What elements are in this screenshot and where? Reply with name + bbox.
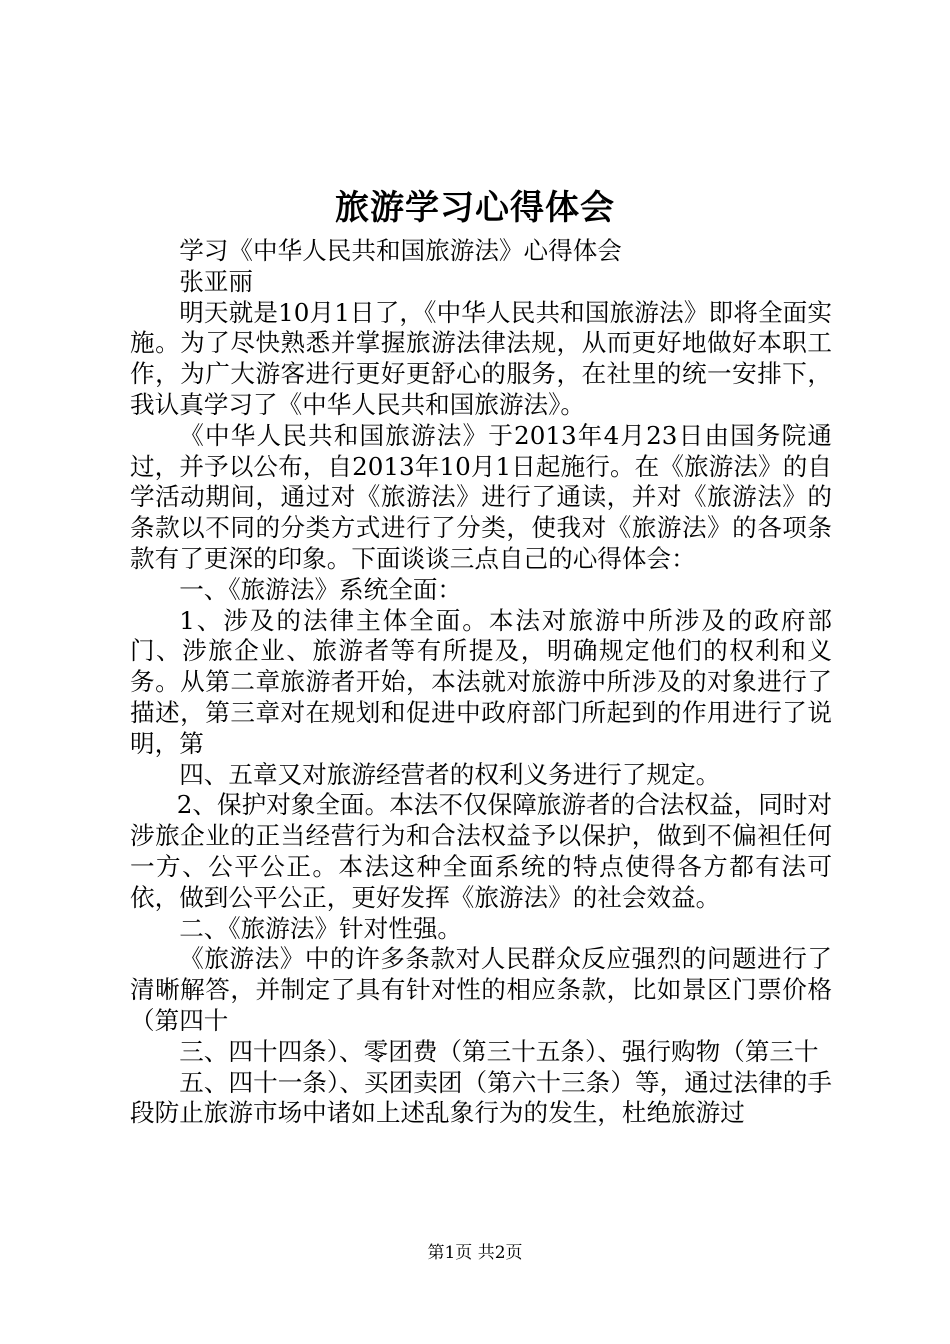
paragraph: 《中华人民共和国旅游法》于2013年4月23日由国务院通过，并予以公布，自2013年10月1日起施行。在《旅游法》的自学活动期间，通过对《旅游法》进行了通读，并对《旅游法》的条款以不同的分类方式进行了分类，使我对《旅游法》的各项条款有了更深的印象。下面谈谈三点自己的心得体会：	[130, 420, 832, 573]
paragraph: 1、涉及的法律主体全面。本法对旅游中所涉及的政府部门、涉旅企业、旅游者等有所提及，明确规定他们的权利和义务。从第二章旅游者开始，本法就对旅游中所涉及的对象进行了描述，第三章对在规划和促进中政府部门所起到的作用进行了说明，第	[130, 605, 832, 758]
paragraph: 《旅游法》中的许多条款对人民群众反应强烈的问题进行了清晰解答，并制定了具有针对性的相应条款，比如景区门票价格（第四十	[130, 944, 832, 1035]
paragraph: 明天就是10月1日了，《中华人民共和国旅游法》即将全面实施。为了尽快熟悉并掌握旅游法律法规，从而更好地做好本职工作，为广大游客进行更好更舒心的服务，在社里的统一安排下，我认真学习了《中华人民共和国旅游法》。	[130, 297, 832, 419]
page-footer: 第1页 共2页	[427, 1243, 523, 1263]
author: 张亚丽	[179, 266, 253, 296]
paragraph: 三、四十四条）、零团费（第三十五条）、强行购物（第三十	[179, 1036, 819, 1066]
document-body	[130, 236, 832, 1129]
section-heading: 二、《旅游法》针对性强。	[179, 913, 463, 943]
subtitle: 学习《中华人民共和国旅游法》心得体会	[179, 236, 622, 265]
paragraph: 2、保护对象全面。本法不仅保障旅游者的合法权益，同时对涉旅企业的正当经营行为和合法权益予以保护，做到不偏袒任何一方、公平公正。本法这种全面系统的特点使得各方都有法可依，做到公平公正，更好发挥《旅游法》的社会效益。	[130, 790, 832, 912]
section-heading: 一、《旅游法》系统全面：	[179, 574, 463, 604]
paragraph: 四、五章又对旅游经营者的权利义务进行了规定。	[179, 759, 721, 789]
paragraph: 五、四十一条）、买团卖团（第六十三条）等，通过法律的手段防止旅游市场中诸如上述乱象行为的发生，杜绝旅游过	[130, 1067, 832, 1128]
document-title: 旅游学习心得体会	[335, 188, 615, 228]
